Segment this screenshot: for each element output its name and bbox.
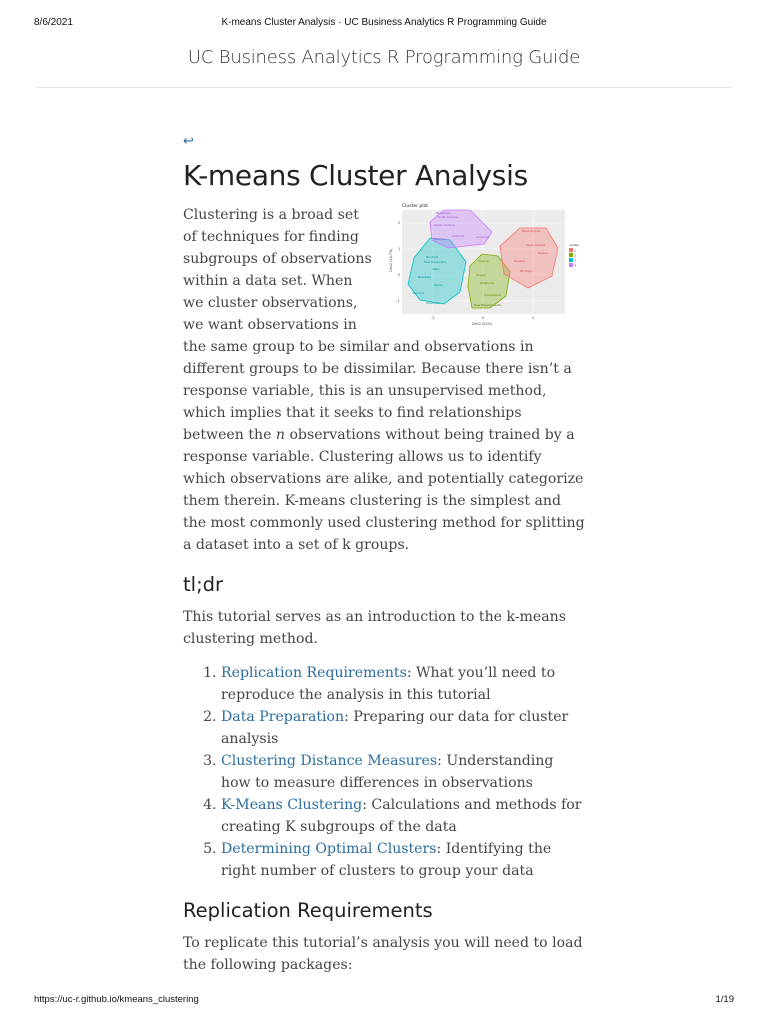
site-title-link[interactable]: UC Business Analytics R Programming Guide	[187, 47, 581, 68]
svg-text:Idaho: Idaho	[432, 267, 440, 271]
legend-label-2: 2	[574, 253, 576, 258]
back-arrow-icon[interactable]: ↩	[183, 134, 194, 149]
link-k-means-clustering[interactable]: K-Means Clustering	[221, 797, 363, 813]
replication-requirements-heading: Replication Requirements	[183, 899, 433, 922]
intro-text-1: Clustering is a broad set of techniques for finding subgroups of observations within a data set. When we cluster observations, we want observations in the same group to be similar and observations in different groups to be dissimilar. Because there isn’t a response variable, this is an unsupervised method, which implies that it seeks to find relationships between the	[183, 207, 572, 443]
list-item	[221, 794, 586, 838]
svg-text:Michigan: Michigan	[520, 269, 533, 273]
svg-text:Connecticut: Connecticut	[484, 293, 501, 297]
x-axis-label: Dim1 (62%)	[472, 322, 493, 326]
list-item	[221, 706, 586, 750]
page-title: K-means Cluster Analysis	[183, 159, 528, 192]
y-tick-2: 0	[398, 273, 401, 277]
link-data-preparation[interactable]: Data Preparation	[221, 709, 345, 725]
x-tick-1: 0	[482, 316, 485, 320]
header-divider	[36, 87, 732, 88]
intro-text-2: observations without being trained by a response variable. Clustering allows us to identify which observations are alike, and potentially categorize them therein. K-means clustering is the simplest and the most commonly used clustering method for splitting a dataset into a set of k groups.	[183, 427, 585, 553]
cluster-plot-title: Cluster plot	[402, 204, 429, 209]
legend-swatch-3	[569, 258, 573, 262]
y-tick-0: 2	[398, 221, 401, 225]
svg-text:Mississippi: Mississippi	[436, 211, 451, 215]
list-item-desc: : Preparing our data for cluster analysis	[221, 709, 569, 747]
math-n: n	[275, 427, 285, 443]
svg-text:Hawaii: Hawaii	[538, 251, 548, 255]
svg-text:Virginia: Virginia	[478, 259, 489, 263]
svg-text:Louisiana: Louisiana	[476, 235, 490, 239]
list-item	[221, 838, 586, 882]
legend-swatch-4	[569, 263, 573, 267]
svg-text:North Carolina: North Carolina	[438, 215, 459, 219]
legend-label-4: 4	[574, 263, 576, 268]
print-page-title: K-means Cluster Analysis · UC Business Analytics R Programming Guide	[221, 17, 547, 28]
cluster-plot-figure	[386, 200, 586, 328]
svg-text:Nebraska: Nebraska	[418, 275, 432, 279]
legend-swatch-1	[569, 248, 573, 252]
svg-text:Oregon: Oregon	[476, 273, 487, 277]
tldr-paragraph: This tutorial serves as an introduction to the k-means clustering method.	[183, 609, 566, 647]
svg-text:New Massachusetts: New Massachusetts	[474, 303, 502, 307]
cluster-plot-image	[386, 200, 586, 328]
legend-label-1: 1	[574, 248, 576, 253]
y-tick-1: 1	[398, 247, 401, 251]
svg-text:Alabama: Alabama	[452, 234, 465, 238]
list-item-desc: : Calculations and methods for creating K subgroups of the data	[221, 797, 582, 835]
article-content	[183, 130, 586, 976]
list-item-desc: : Understanding how to measure differences in observations	[221, 753, 554, 791]
print-date: 8/6/2021	[34, 17, 73, 28]
print-url: https://uc-r.github.io/kmeans_clustering	[34, 994, 199, 1005]
list-item-desc: : Identifying the right number of clusters to group your data	[221, 841, 552, 879]
svg-text:Wisconsin: Wisconsin	[426, 301, 440, 305]
svg-text:Nevada: Nevada	[514, 259, 525, 263]
svg-text:South Carolina: South Carolina	[434, 223, 455, 227]
link-determining-optimal-clusters[interactable]: Determining Optimal Clusters	[221, 841, 437, 857]
legend-label-3: 3	[574, 258, 576, 263]
svg-text:Vermont: Vermont	[412, 291, 424, 295]
y-axis-label: Dim2 (24.7%)	[389, 248, 393, 272]
list-item	[221, 750, 586, 794]
x-tick-0: -2	[431, 316, 435, 320]
link-replication-requirements[interactable]: Replication Requirements	[221, 665, 407, 681]
print-header	[0, 17, 768, 31]
print-footer	[0, 994, 768, 1006]
svg-text:Oklahoma: Oklahoma	[480, 281, 495, 285]
list-item	[221, 662, 586, 706]
svg-text:Montana: Montana	[426, 255, 439, 259]
link-clustering-distance-measures[interactable]: Clustering Distance Measures	[221, 753, 438, 769]
svg-text:West Virginia: West Virginia	[522, 229, 541, 233]
y-tick-3: -1	[396, 299, 400, 303]
svg-text:Maine: Maine	[434, 283, 443, 287]
svg-text:New Hampshire: New Hampshire	[424, 260, 447, 264]
x-tick-2: 2	[532, 316, 535, 320]
svg-text:Georgia: Georgia	[434, 237, 445, 241]
print-page-number: 1/19	[715, 994, 734, 1005]
tldr-heading: tl;dr	[183, 573, 224, 596]
legend-title: cluster	[569, 243, 580, 247]
list-item-desc: : What you’ll need to reproduce the analysis in this tutorial	[221, 665, 556, 703]
replication-paragraph: To replicate this tutorial’s analysis you will need to load the following packages:	[183, 935, 583, 973]
tutorial-outline-list	[183, 662, 586, 882]
svg-text:South Dakota: South Dakota	[526, 243, 545, 247]
legend-swatch-2	[569, 253, 573, 257]
site-title	[0, 47, 768, 68]
